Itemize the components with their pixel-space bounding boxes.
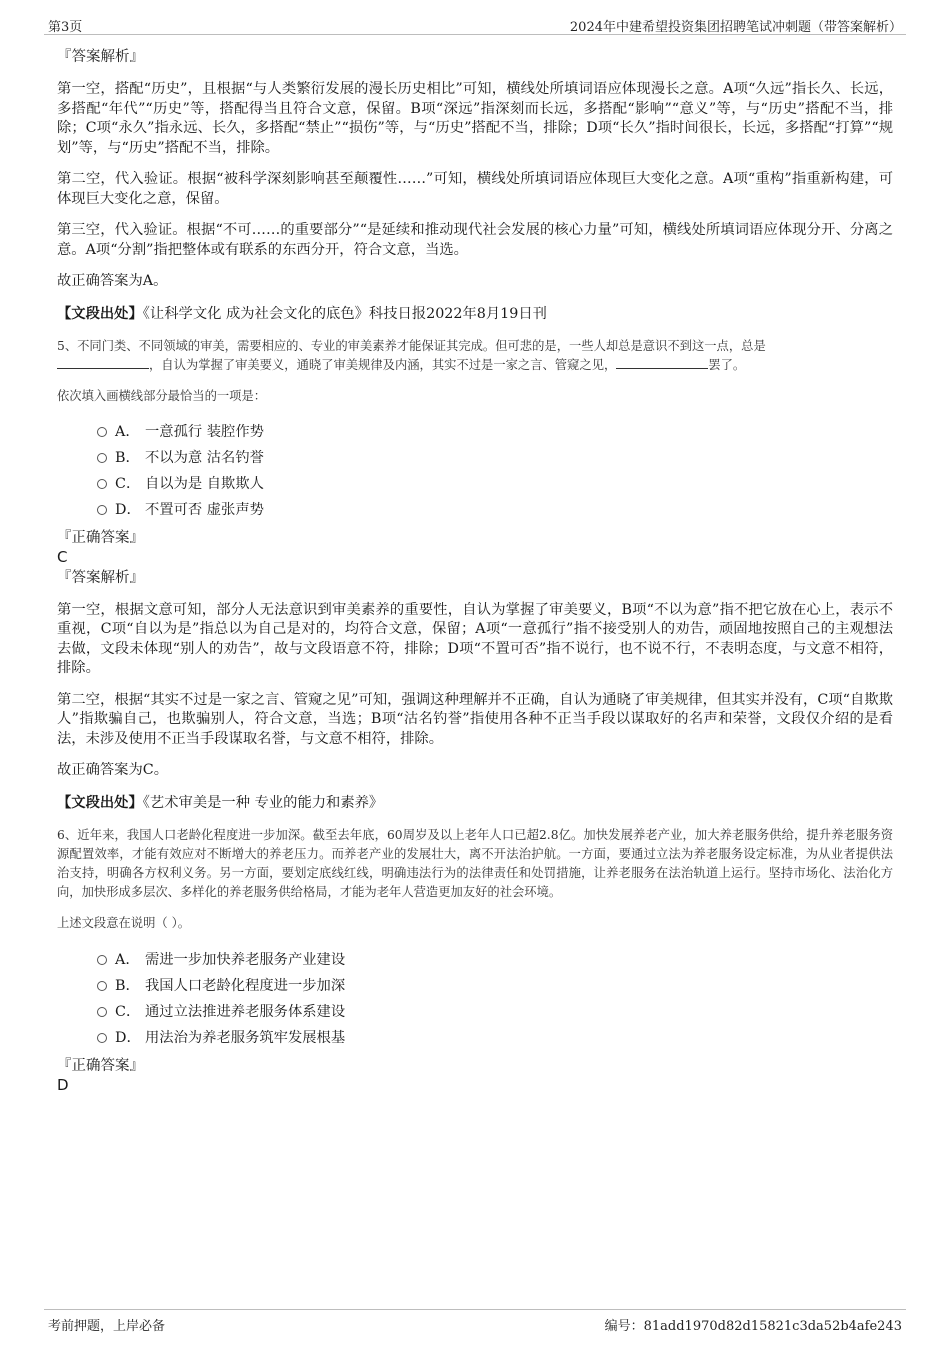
radio-icon[interactable] (97, 1007, 107, 1017)
conclusion: 故正确答案为A。 (57, 273, 168, 289)
option-a[interactable]: A． 需进一步加快养老服务产业建设 (57, 947, 893, 973)
page-header (44, 14, 906, 35)
question-stem: 5、不同门类、不同领域的审美，需要相应的、专业的审美素养才能保证其完成。但可悲的是，一些人却总是意识不到这一点，总是 ，自认为掌握了审美要义，通晓了审美规律及内涵，其实不过是一家之言、管窥之见， 罢了。 (57, 338, 766, 372)
radio-icon[interactable] (97, 479, 107, 489)
document-body (57, 48, 893, 1095)
blank-line (57, 356, 149, 369)
analysis-paragraph: 第一空，搭配“历史”，且根据“与人类繁衍发展的漫长历史相比”可知，横线处所填词语应体现漫长之意。A项“久远”指长久、长远，多搭配“年代”“历史”等，搭配得当且符合文意，保留。B项“深远”指深刻而长远，多搭配“影响”“意义”等，与“历史”搭配不当，排除；C项“永久”指永远、长久，多搭配“禁止”“损伤”等，与“历史”搭配不当，排除；D项“长久”指时间很长，长远，多搭配“打算”“规划”等，与“历史”搭配不当，排除。 (57, 81, 893, 156)
document-title: 2024年中建希望投资集团招聘笔试冲刺题（带答案解析） (569, 20, 902, 35)
analysis-paragraph: 第二空，根据“其实不过是一家之言、管窥之见”可知，强调这种理解并不正确，自认为通晓了审美规律，但其实并没有，C项“自欺欺人”指欺骗自己，也欺骗别人，符合文意，当选；B项“沽名钓誉”指使用各种不正当手段以谋取好的名声和荣誉，文段仅介绍的是看法，未涉及使用不正当手段谋取名誉，与文意不相符，排除。 (57, 691, 893, 747)
blank-line (616, 356, 708, 369)
option-a[interactable]: A． 一意孤行 装腔作势 (57, 419, 893, 445)
page-footer (44, 1309, 906, 1334)
question-stem: 6、近年来，我国人口老龄化程度进一步加深。截至去年底，60周岁及以上老年人口已超2.8亿。加快发展养老产业，加大养老服务供给，提升养老服务资源配置效率，才能有效应对不断增大的养老压力。而养老产业的发展壮大，离不开法治护航。一方面，要通过立法为养老服务设定标准，为从业者提供法治支持，明确各方权利义务。另一方面，要划定底线红线，明确违法行为的法律责任和处罚措施，让养老服务在法治轨道上运行。坚持市场化、法治化方向，加快形成多层次、多样化的养老服务供给格局，才能为老年人营造更加友好的社会环境。 (57, 827, 893, 899)
answer-value: C (57, 547, 68, 566)
radio-icon[interactable] (97, 981, 107, 991)
page-number: 第3页 (48, 20, 83, 35)
radio-icon[interactable] (97, 1033, 107, 1043)
analysis-paragraph: 第一空，根据文意可知，部分人无法意识到审美素养的重要性，自认为掌握了审美要义，B项“不以为意”指不把它放在心上，表示不重视，C项“自以为是”指总以为自己是对的，均符合文意，保留；A项“一意孤行”指不接受别人的劝告，顽固地按照自己的主观想法去做，文段未体现“别人的劝告”，故与文段语意不符，排除；D项“不置可否”指不说行，也不说不行，不表明态度，与文意不相符，排除。 (57, 601, 893, 676)
radio-icon[interactable] (97, 955, 107, 965)
option-list (57, 419, 893, 523)
radio-icon[interactable] (97, 453, 107, 463)
answer-label: 『正确答案』 (57, 529, 144, 546)
footer-slogan: 考前押题，上岸必备 (48, 1319, 166, 1334)
option-c[interactable]: C． 通过立法推进养老服务体系建设 (57, 999, 893, 1025)
question-prompt: 上述文段意在说明（ ）。 (57, 915, 191, 930)
answer-value: D (57, 1075, 69, 1094)
option-d[interactable]: D． 用法治为养老服务筑牢发展根基 (57, 1025, 893, 1051)
source-line (57, 794, 893, 813)
radio-icon[interactable] (97, 427, 107, 437)
source-text: 《让科学文化 成为社会文化的底色》科技日报2022年8月19日刊 (142, 305, 547, 322)
source-text: 《艺术审美是一种 专业的能力和素养》 (142, 794, 384, 811)
source-line (57, 305, 893, 324)
source-label: 【文段出处】 (57, 794, 143, 811)
conclusion: 故正确答案为C。 (57, 762, 169, 778)
radio-icon[interactable] (97, 505, 107, 515)
document-code: 编号：81add1970d82d15821c3da52b4afe243 (604, 1319, 902, 1334)
option-list (57, 947, 893, 1051)
option-b[interactable]: B． 我国人口老龄化程度进一步加深 (57, 973, 893, 999)
analysis-paragraph: 第二空，代入验证。根据“被科学深刻影响甚至颠覆性……”可知，横线处所填词语应体现巨大变化之意。A项“重构”指重新构建，可体现巨大变化之意，保留。 (57, 171, 893, 207)
analysis-paragraph: 第三空，代入验证。根据“不可……的重要部分”“是延续和推动现代社会发展的核心力量”可知，横线处所填词语应体现分开、分离之意。A项“分割”指把整体或有联系的东西分开，符合文意，当选。 (57, 222, 893, 258)
option-b[interactable]: B． 不以为意 沽名钓誉 (57, 445, 893, 471)
option-c[interactable]: C． 自以为是 自欺欺人 (57, 471, 893, 497)
option-d[interactable]: D． 不置可否 虚张声势 (57, 497, 893, 523)
question-prompt: 依次填入画横线部分最恰当的一项是： (57, 388, 267, 403)
source-label: 【文段出处】 (57, 305, 143, 322)
analysis-label: 『答案解析』 (57, 569, 144, 586)
analysis-label: 『答案解析』 (57, 49, 144, 65)
answer-label: 『正确答案』 (57, 1057, 144, 1074)
